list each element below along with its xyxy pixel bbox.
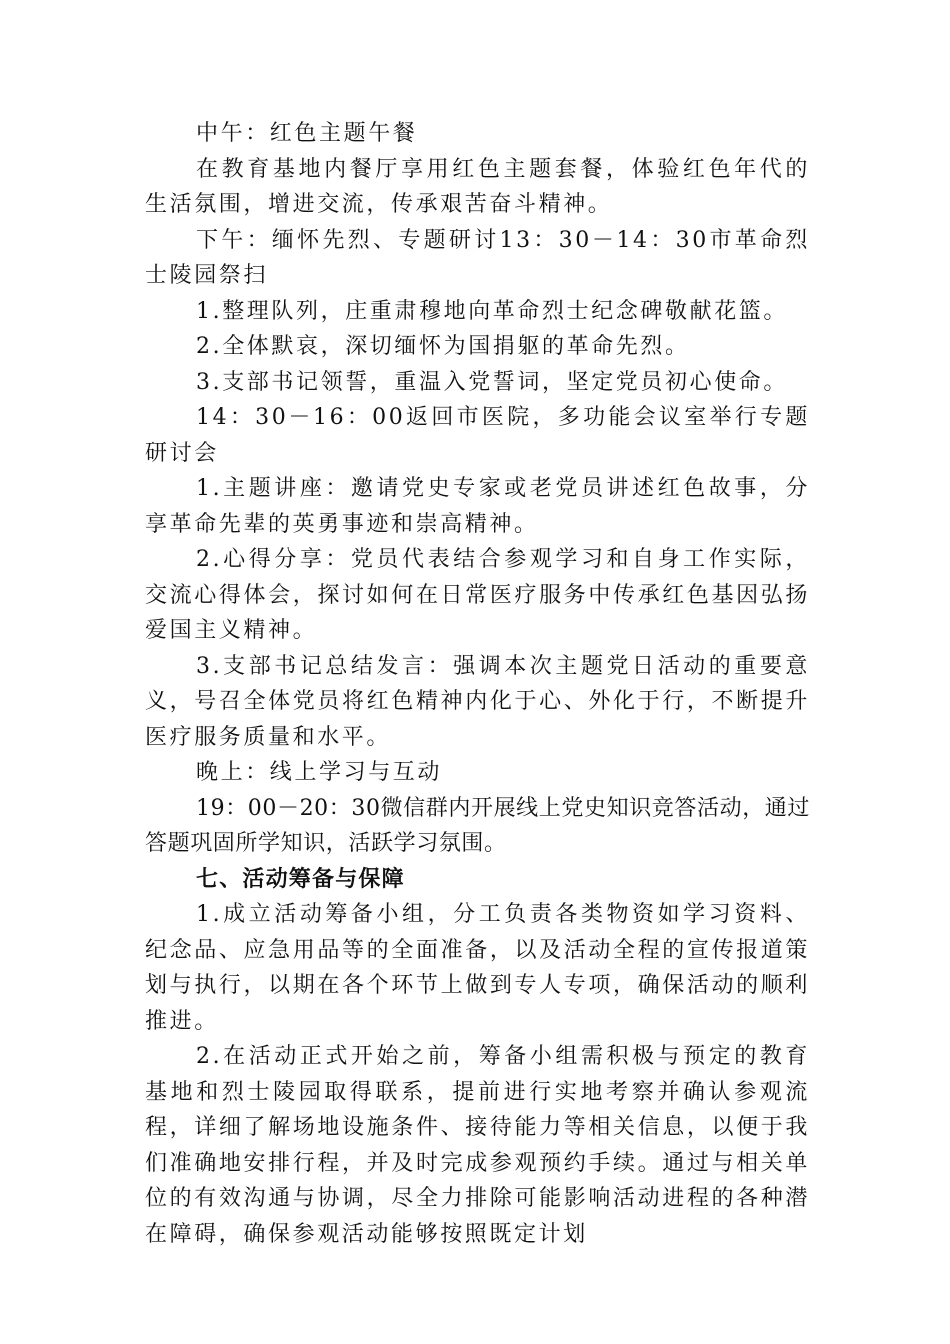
paragraph-evening-heading: 晚上：线上学习与互动 — [196, 760, 443, 785]
paragraph-preparation-item-1: 1.成立活动筹备小组，分工负责各类物资如学习资料、纪念品、应急用品等的全面准备，以及活动全程的宣传报道策划与执行，以期在各个环节上做到专人专项，确保活动的顺利推进。 — [145, 902, 810, 1034]
paragraph-evening-detail: 19：00－20：30微信群内开展线上党史知识竞答活动，通过答题巩固所学知识，活跃学习氛围。 — [145, 795, 810, 856]
paragraph-seminar-item-3: 3.支部书记总结发言：强调本次主题党日活动的重要意义，号召全体党员将红色精神内化于心、外化于行，不断提升医疗服务质量和水平。 — [145, 653, 810, 750]
document-body — [145, 116, 810, 1252]
paragraph-afternoon-item-2: 2.全体默哀，深切缅怀为国捐躯的革命先烈。 — [196, 334, 690, 359]
paragraph-afternoon-item-3: 3.支部书记领誓，重温入党誓词，坚定党员初心使命。 — [196, 369, 788, 395]
paragraph-seminar-item-1: 1.主题讲座：邀请党史专家或老党员讲述红色故事，分享革命先辈的英勇事迹和崇高精神。 — [145, 476, 810, 537]
section-heading-preparation: 七、活动筹备与保障 — [196, 866, 405, 892]
paragraph-noon-detail: 在教育基地内餐厅享用红色主题套餐，体验红色年代的生活氛围，增进交流，传承艰苦奋斗精神。 — [145, 156, 810, 217]
paragraph-seminar-heading: 14：30－16：00返回市医院，多功能会议室举行专题研讨会 — [145, 405, 810, 466]
paragraph-seminar-item-2: 2.心得分享：党员代表结合参观学习和自身工作实际，交流心得体会，探讨如何在日常医疗服务中传承红色基因弘扬爱国主义精神。 — [145, 547, 810, 643]
paragraph-afternoon-item-1: 1.整理队列，庄重肃穆地向革命烈士纪念碑敬献花篮。 — [196, 298, 788, 324]
paragraph-noon-heading: 中午：红色主题午餐 — [196, 121, 418, 146]
paragraph-afternoon-heading: 下午：缅怀先烈、专题研讨13：30－14：30市革命烈士陵园祭扫 — [145, 227, 810, 288]
paragraph-preparation-item-2: 2.在活动正式开始之前，筹备小组需积极与预定的教育基地和烈士陵园取得联系，提前进行实地考察并确认参观流程，详细了解场地设施条件、接待能力等相关信息，以便于我们准确地安排行程，并及时完成参观预约手续。通过与相关单位的有效沟通与协调，尽全力排除可能影响活动进程的各种潜在障碍，确保参观活动能够按照既定计划 — [145, 1044, 810, 1247]
